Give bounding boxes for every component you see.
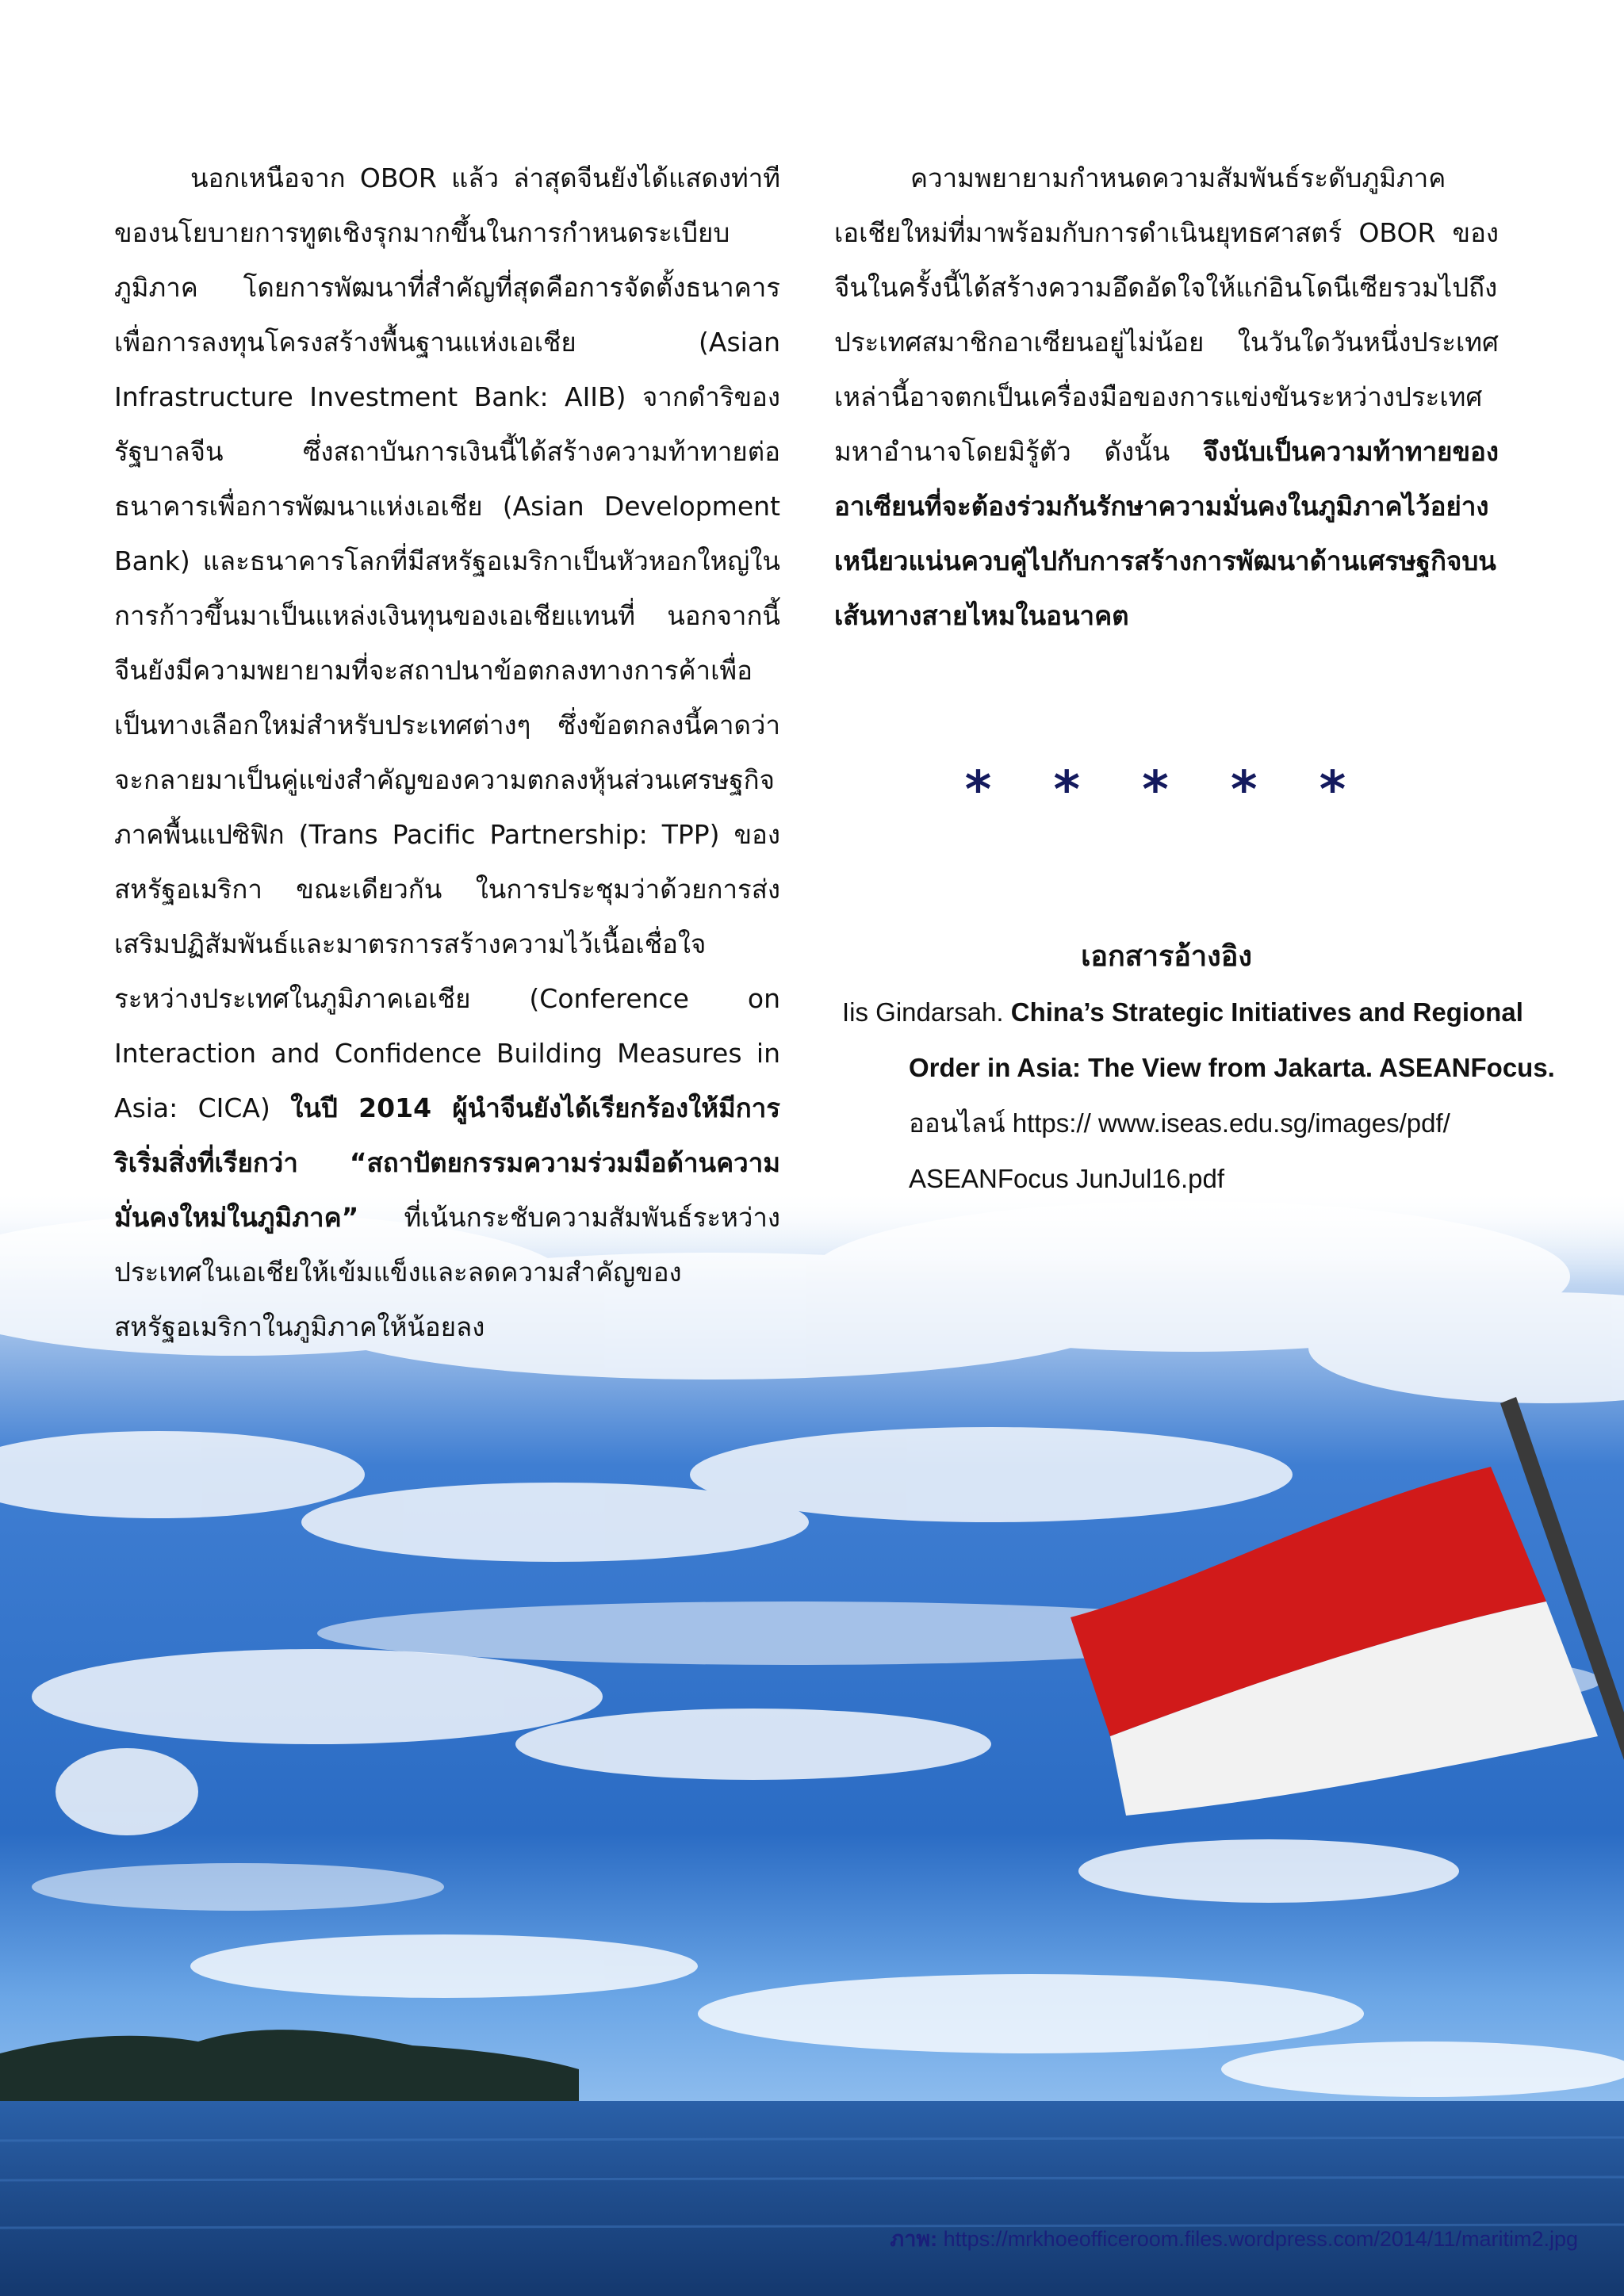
right-paragraph <box>834 151 1499 643</box>
caption-url[interactable]: https://mrkhoeofficeroom.files.wordpress.com/2014/11/maritim2.jpg <box>943 2227 1578 2251</box>
right-text-regular: ความพยายามกำหนดความสัมพันธ์ระดับภูมิภาคเอเชียใหม่ที่มาพร้อมกับการดำเนินยุทธศาสตร์ OBOR ของจีนในครั้งนี้ได้สร้างความอึดอัดใจให้แก่อินโดนีเซียรวมไปถึงประเทศสมาชิกอาเซียนอยู่ไม่น้อย ในวันใดวันหนึ่งประเทศเหล่านี้อาจตกเป็นเครื่องมือของการแข่งขันระหว่างประเทศมหาอำนาจโดยมิรู้ตัว ดังนั้น <box>834 163 1499 467</box>
background-photo <box>0 1189 1624 2296</box>
right-column <box>834 151 1499 643</box>
reference-author: Iis Gindarsah. <box>842 997 1004 1027</box>
left-text-bold: ในปี 2014 ผู้นำจีนยังได้เรียกร้องให้มีการริเริ่มสิ่งที่เรียกว่า “สถาปัตยกรรมความร่วมมือด้านความมั่นคงใหม่ในภูมิภาค” <box>114 1093 780 1233</box>
left-text-regular: นอกเหนือจาก OBOR แล้ว ล่าสุดจีนยังได้แสดงท่าทีของนโยบายการทูตเชิงรุกมากขึ้นในการกำหนดระเบียบภูมิภาค โดยการพัฒนาที่สำคัญที่สุดคือการจัดตั้งธนาคารเพื่อการลงทุนโครงสร้างพื้นฐานแห่งเอเชีย (Asian Infrastructure Investment Bank: AIIB) จากดำริของรัฐบาลจีน ซึ่งสถาบันการเงินนี้ได้สร้างความท้าทายต่อธนาคารเพื่อการพัฒนาแห่งเอเชีย (Asian Development Bank) และธนาคารโลกที่มีสหรัฐอเมริกาเป็นหัวหอกใหญ่ในการก้าวขึ้นมาเป็นแหล่งเงินทุนของเอเชียแทนที่ นอกจากนี้ จีนยังมีความพยายามที่จะสถาปนาข้อตกลงทางการค้าเพื่อเป็นทางเลือกใหม่สำหรับประเทศต่างๆ ซึ่งข้อตกลงนี้คาดว่าจะกลายมาเป็นคู่แข่งสำคัญของความตกลงหุ้นส่วนเศรษฐกิจภาคพื้นแปซิฟิก (Trans Pacific Partnership: TPP) ของสหรัฐอเมริกา ขณะเดียวกัน ในการประชุมว่าด้วยการส่งเสริมปฏิสัมพันธ์และมาตรการสร้างความไว้เนื้อเชื่อใจระหว่างประเทศในภูมิภาคเอเชีย (Conference on Interaction and Confidence Building Measures in Asia: CICA) <box>114 163 780 1123</box>
left-paragraph <box>114 151 780 1354</box>
section-divider-stars: * * * * * <box>964 761 1369 820</box>
reference-url[interactable]: ออนไลน์ https:// www.iseas.edu.sg/images/pdf/ ASEANFocus JunJul16.pdf <box>909 1108 1450 1193</box>
references-heading: เอกสารอ้างอิง <box>1081 940 1252 973</box>
sea <box>0 2101 1624 2296</box>
reference-entry <box>842 985 1567 1207</box>
left-text-ending: ที่เน้นกระชับความสัมพันธ์ระหว่างประเทศในเอเชียให้เข้มแข็งและลดความสำคัญของสหรัฐอเมริกาในภูมิภาคให้น้อยลง <box>114 1202 780 1342</box>
left-column <box>114 151 780 1354</box>
photo-caption <box>769 2221 1578 2256</box>
caption-label: ภาพ: <box>890 2227 938 2251</box>
right-text-bold: จึงนับเป็นความท้าทายของอาเซียนที่จะต้องร่วมกันรักษาความมั่นคงในภูมิภาคไว้อย่างเหนียวแน่นควบคู่ไปกับการสร้างการพัฒนาด้านเศรษฐกิจบนเส้นทางสายไหมในอนาคต <box>834 436 1499 631</box>
reference-title: China’s Strategic Initiatives and Regional Order in Asia: The View from Jakarta. ASEANFocus. <box>909 997 1555 1082</box>
